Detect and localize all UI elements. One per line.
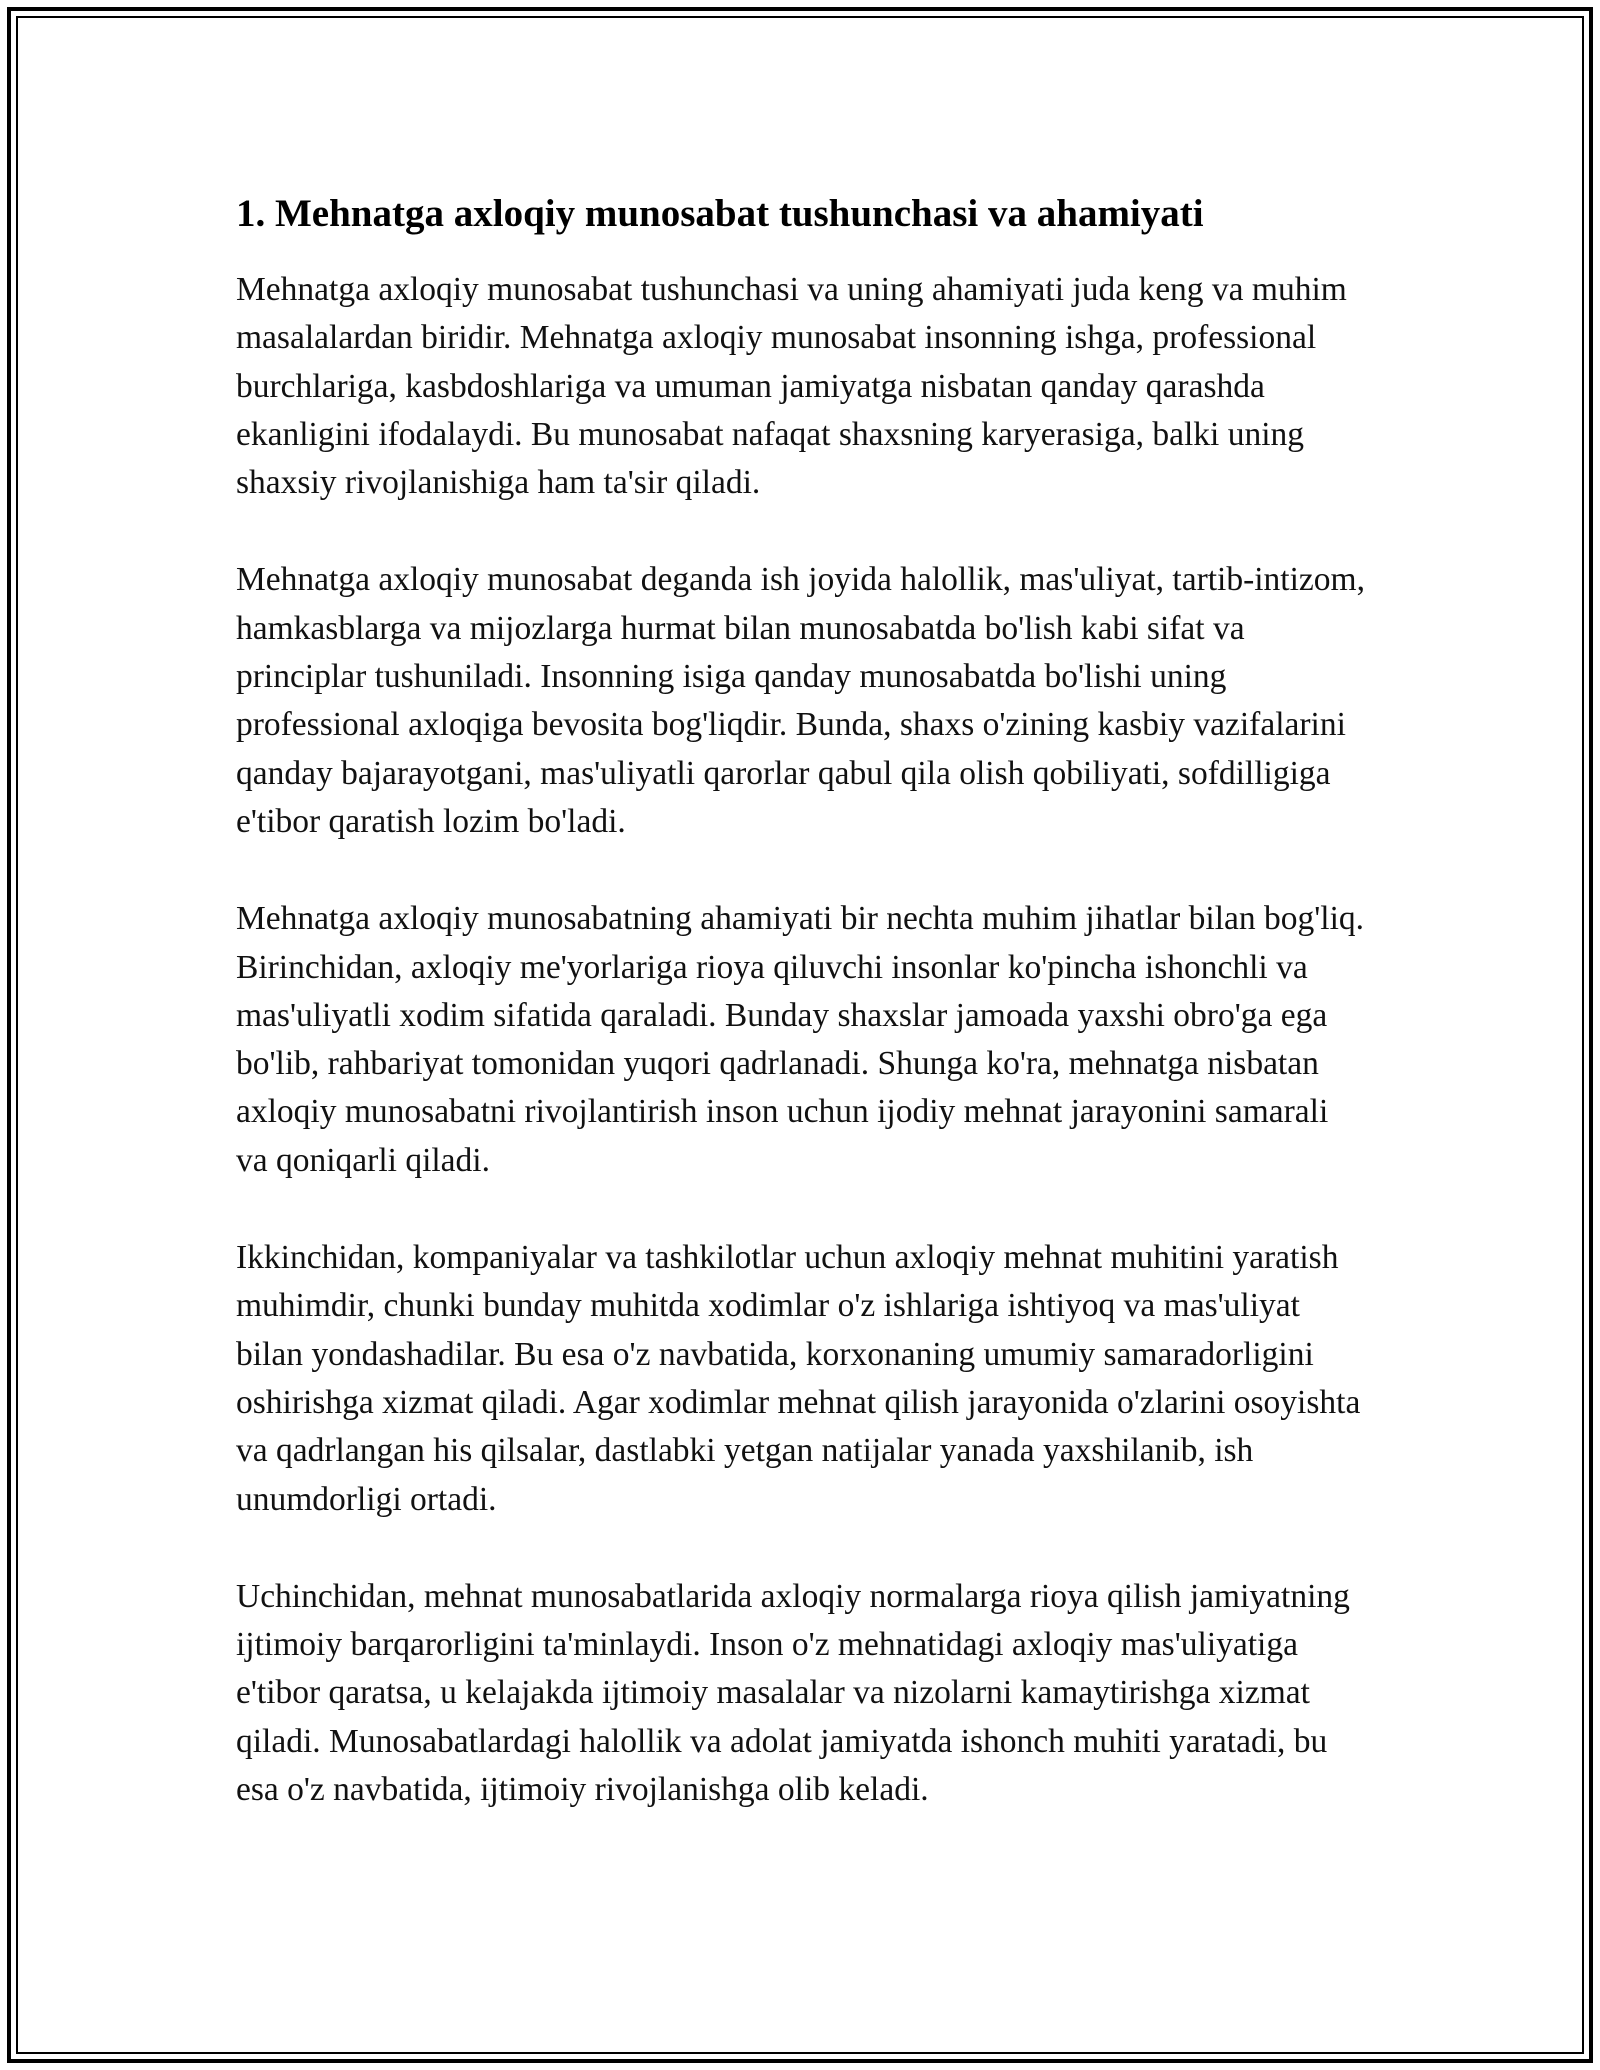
paragraph-2: Mehnatga axloqiy munosabat deganda ish joyida halollik, mas'uliyat, tartib-intizom, hamkasblarga va mijozlarga hurmat bilan munosabatda bo'lish kabi sifat va principlar tushuniladi. Insonning isiga qanday munosabatda bo'lishi uning professional axloqiga bevosita bog'liqdir. Bunda, shaxs o'zining kasbiy vazifalarini qanday bajarayotgani, mas'uliyatli qarorlar qabul qila olish qobiliyati, sofdilligiga e'tibor qaratish lozim bo'ladi. — [236, 561, 1365, 840]
paragraph-1: Mehnatga axloqiy munosabat tushunchasi va uning ahamiyati juda keng va muhim masalalardan biridir. Mehnatga axloqiy munosabat insonning ishga, professional burchlariga, kasbdoshlariga va umuman jamiyatga nisbatan qanday qarashda ekanligini ifodalaydi. Bu munosabat nafaqat shaxsning karyerasiga, balki uning shaxsiy rivojlanishiga ham ta'sir qiladi. — [236, 271, 1347, 502]
paragraph-4: Ikkinchidan, kompaniyalar va tashkilotlar uchun axloqiy mehnat muhitini yaratish muhimdir, chunki bunday muhitda xodimlar o'z ishlariga ishtiyoq va mas'uliyat bilan yondashadilar. Bu esa o'z navbatida, korxonaning umumiy samaradorligini oshirishga xizmat qiladi. Agar xodimlar mehnat qilish jarayonida o'zlarini osoyishta va qadrlangan his qilsalar, dastlabki yetgan natijalar yanada yaxshilanib, ish unumdorligi ortadi. — [236, 1239, 1361, 1518]
section-title: 1. Mehnatga axloqiy munosabat tushunchasi va ahamiyati — [236, 192, 1204, 235]
paragraph-5: Uchinchidan, mehnat munosabatlarida axloqiy normalarga rioya qilish jamiyatning ijtimoiy barqarorligini ta'minlaydi. Inson o'z mehnatidagi axloqiy mas'uliyatiga e'tibor qaratsa, u kelajakda ijtimoiy masalalar va nizolarni kamaytirishga xizmat qiladi. Munosabatlardagi halollik va adolat jamiyatda ishonch muhiti yaratadi, bu esa o'z navbatida, ijtimoiy rivojlanishga olib keladi. — [236, 1577, 1350, 1809]
paragraph-3: Mehnatga axloqiy munosabatning ahamiyati bir nechta muhim jihatlar bilan bog'liq. Birinchidan, axloqiy me'yorlariga rioya qiluvchi insonlar ko'pincha ishonchli va mas'uliyatli xodim sifatida qaraladi. Bunday shaxslar jamoada yaxshi obro'ga ega bo'lib, rahbariyat tomonidan yuqori qadrlanadi. Shunga ko'ra, mehnatga nisbatan axloqiy munosabatni rivojlantirish inson uchun ijodiy mehnat jarayonini samarali va qoniqarli qiladi. — [236, 900, 1365, 1179]
document-body — [236, 186, 1366, 1863]
